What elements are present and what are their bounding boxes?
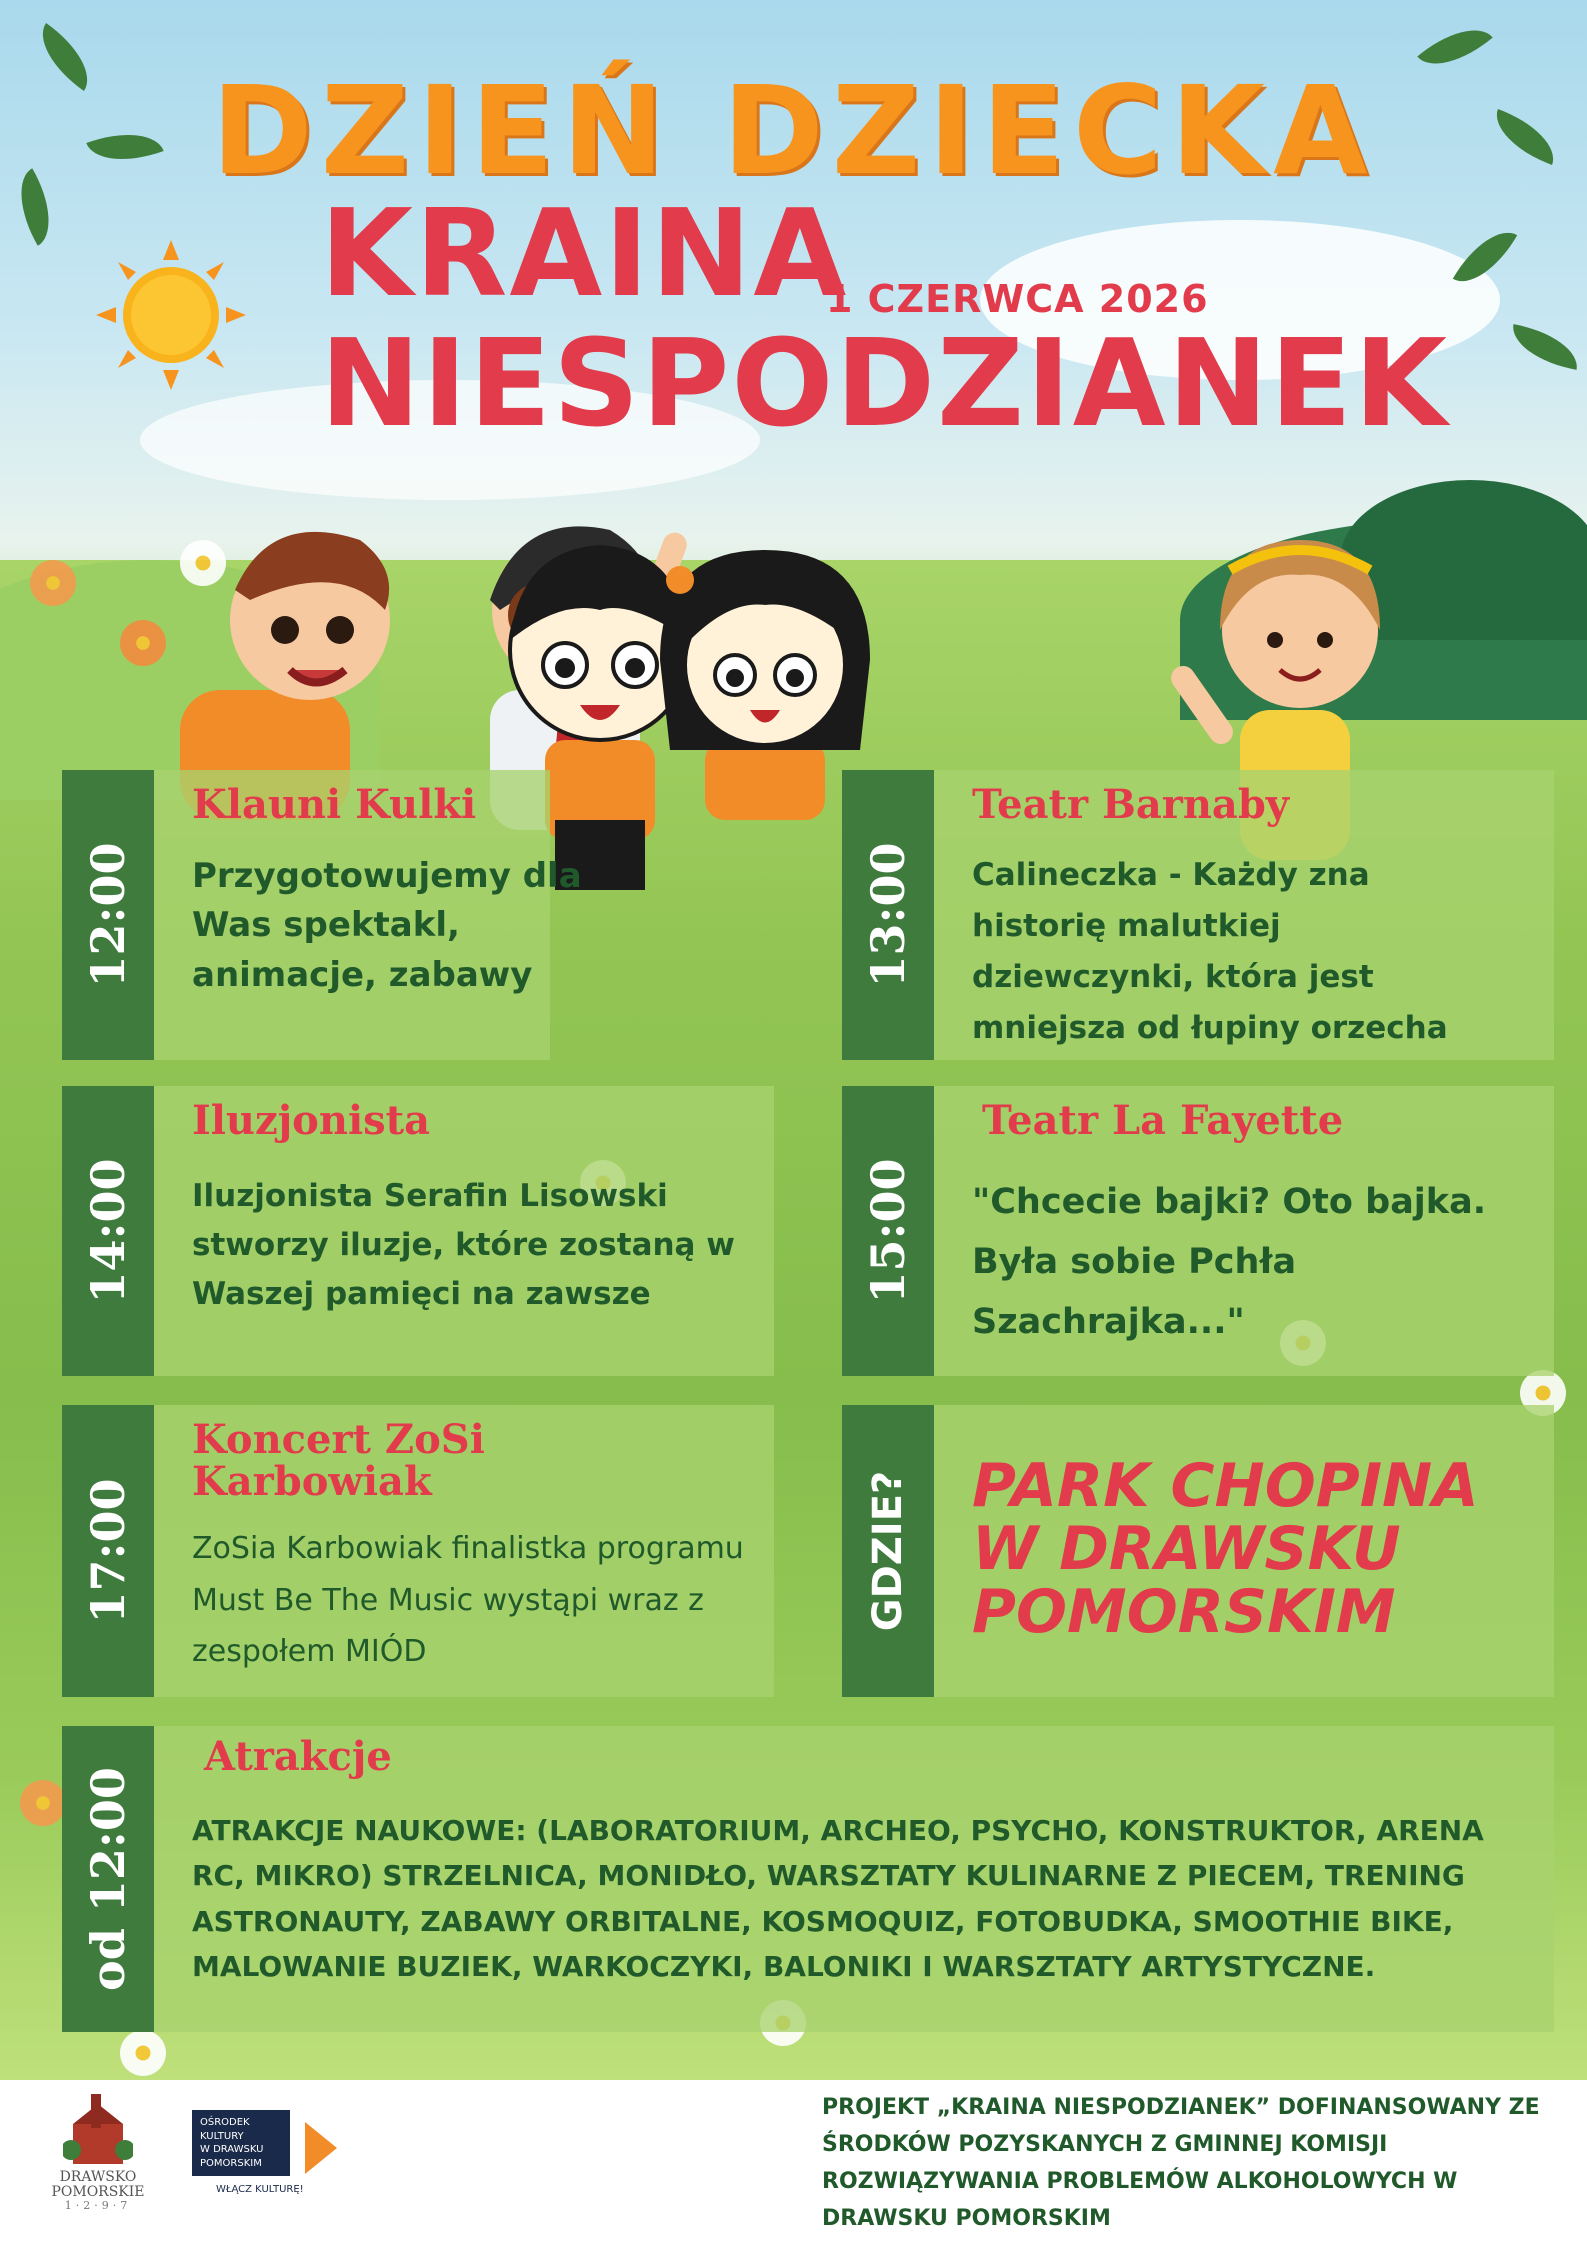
event-description: "Chcecie bajki? Oto bajka. Była sobie Pchła Szachrajka...": [972, 1182, 1486, 1343]
logo1-year: 1·2·9·7: [64, 2199, 132, 2213]
event-description: Przygotowujemy dla Was spektakl, animacje, zabawy: [192, 856, 582, 995]
flower-decoration: [20, 1780, 66, 1826]
drawsko-pomorskie-logo: [48, 2094, 148, 2212]
schedule-card-1500: [842, 1086, 1554, 1376]
attractions-time: od 12:00: [81, 1767, 135, 1991]
event-time: 13:00: [861, 842, 915, 988]
osrodek-kultury-logo: [192, 2110, 341, 2195]
main-title-line1: KRAINA: [320, 185, 849, 324]
logo2-box: [192, 2110, 290, 2176]
event-description: Iluzjonista Serafin Lisowski stworzy iluzje, które zostaną w Waszej pamięci na zawsze: [192, 1178, 735, 1312]
location-label: GDZIE?: [865, 1470, 911, 1632]
logo2-line: OŚRODEK: [200, 2117, 250, 2128]
event-title: Teatr Barnaby: [972, 781, 1290, 828]
event-title: Koncert ZoSi Karbowiak: [192, 1416, 485, 1505]
funding-notice: PROJEKT „KRAINA NIESPODZIANEK” DOFINANSOWANY ZE ŚRODKÓW POZYSKANYCH Z GMINNEJ KOMISJI ROZWIĄZYWANIA PROBLEMÓW ALKOHOLOWYCH W DRAWSKU POMORSKIM: [822, 2095, 1540, 2231]
event-time: 14:00: [81, 1158, 135, 1304]
attractions-title: Atrakcje: [204, 1733, 392, 1780]
schedule-card-1300: [842, 770, 1554, 1060]
event-title: DZIEŃ DZIECKA: [211, 60, 1376, 202]
event-description: ZoSia Karbowiak finalistka programu Must Be The Music wystąpi wraz z zespołem MIÓD: [192, 1531, 744, 1670]
event-description: Calineczka - Każdy zna historię malutkiej dziewczynki, która jest mniejsza od łupiny orzecha: [972, 857, 1448, 1047]
logo1-name: DRAWSKO POMORSKIE: [51, 2169, 145, 2200]
event-title: Klauni Kulki: [192, 781, 477, 828]
flower-decoration: [120, 2030, 166, 2076]
logo2-line: KULTURY: [200, 2130, 244, 2142]
event-date: 1 CZERWCA 2026: [826, 277, 1209, 321]
cartoon-girl-figure: [660, 550, 870, 820]
flower-decoration: [30, 560, 76, 606]
schedule-card-1700: [62, 1405, 774, 1697]
play-arrow-icon: [301, 2118, 341, 2178]
location-place: PARK CHOPINA W DRAWSKU POMORSKIM: [972, 1451, 1479, 1647]
logo2-tagline: WŁĄCZ KULTURĘ!: [216, 2184, 304, 2195]
location-card: [842, 1405, 1554, 1697]
event-title: Iluzjonista: [192, 1097, 431, 1144]
attractions-list: ATRAKCJE NAUKOWE: (LABORATORIUM, ARCHEO, PSYCHO, KONSTRUKTOR, ARENA RC, MIKRO) STRZELNICA, MONIDŁO, WARSZTATY KULINARNE Z PIECEM, TRENING ASTRONAUTY, ZABAWY ORBITALNE, KOSMOQUIZ, FOTOBUDKA, SMOOTHIE BIKE, MALOWANIE BUZIEK, WARKOCZYKI, BALONIKI I WARSZTATY ARTYSTYCZNE.: [192, 1814, 1484, 1984]
main-title-line2: NIESPODZIANEK: [320, 315, 1449, 454]
logo2-line: W DRAWSKU: [200, 2144, 264, 2155]
schedule-card-1200: [62, 770, 582, 1060]
schedule-card-1400: [62, 1086, 774, 1376]
church-icon: [63, 2094, 133, 2166]
event-time: 15:00: [861, 1158, 915, 1304]
event-time: 17:00: [81, 1478, 135, 1624]
event-time: 12:00: [81, 842, 135, 988]
logo2-line: POMORSKIM: [200, 2157, 262, 2169]
sun-icon: [96, 240, 246, 390]
event-title: Teatr La Fayette: [982, 1097, 1344, 1144]
attractions-card: [62, 1726, 1554, 2032]
